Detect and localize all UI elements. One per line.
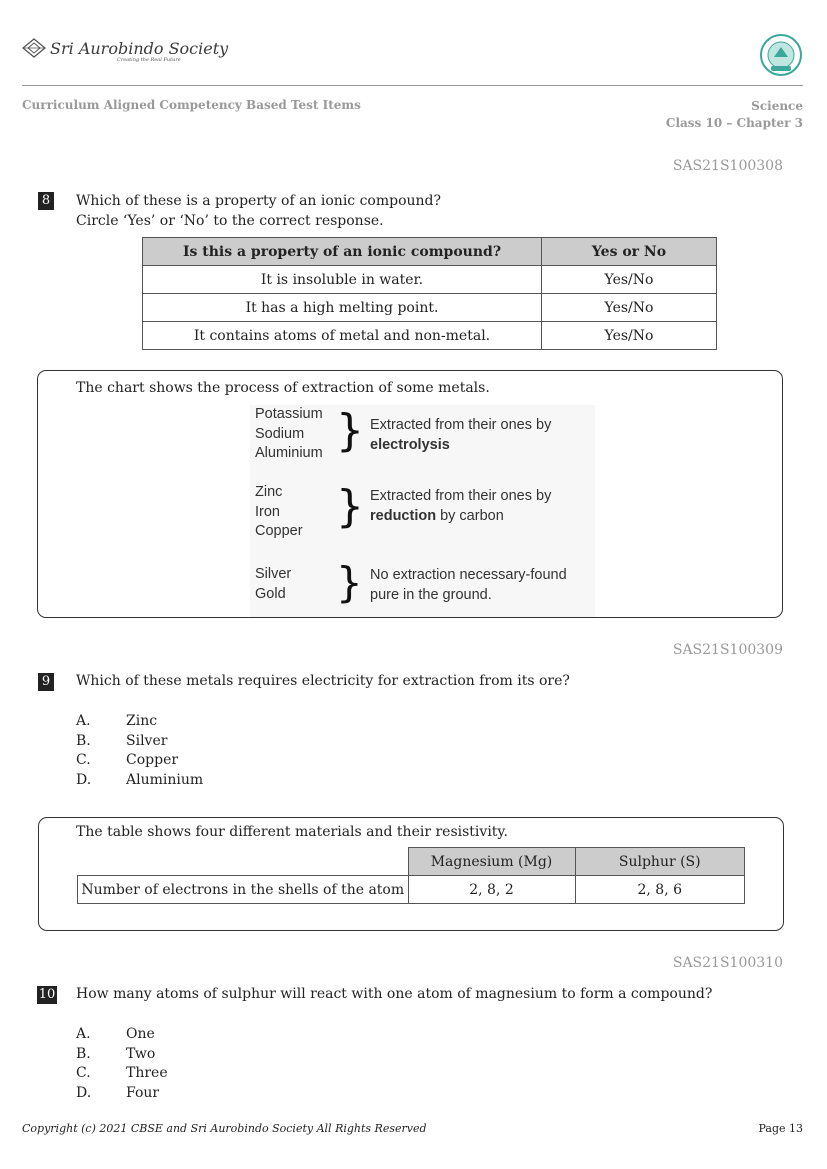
option-text: Three [126,1065,168,1082]
page-number: Page 13 [758,1122,803,1135]
table-blank-cell [78,848,409,876]
option-c[interactable] [76,1064,168,1084]
option-text: Copper [126,752,179,769]
question-number: 10 [38,987,56,1002]
option-b[interactable] [76,732,203,752]
method-bold: electrolysis [370,437,450,453]
question-id: SAS21S100308 [672,158,783,174]
option-letter: C. [76,1065,91,1082]
metal-name: Zinc [255,484,283,500]
brace-icon: } [336,558,363,607]
option-text: Two [126,1045,156,1062]
extraction-method [370,565,567,605]
option-a[interactable] [76,712,203,732]
table-row [78,876,745,904]
question-id: SAS21S100310 [672,955,783,971]
chart-caption: The chart shows the process of extraction of some metals. [76,380,490,396]
table-header-row [143,238,717,266]
table-header: Sulphur (S) [575,848,745,876]
subject: Science [751,99,803,113]
metal-group [255,405,323,464]
table-header: Is this a property of an ionic compound? [143,238,542,266]
copyright-footer: Copyright (c) 2021 CBSE and Sri Aurobindo Society All Rights Reserved [22,1122,427,1135]
option-letter: B. [76,1045,91,1062]
table-header: Magnesium (Mg) [408,848,575,876]
question-text: Which of these metals requires electricity for extraction from its ore? [76,673,570,689]
class-chapter: Class 10 – Chapter 3 [665,116,803,130]
box-caption: The table shows four different materials and their resistivity. [76,824,508,840]
extraction-method [370,486,551,526]
table-cell: 2, 8, 6 [575,876,745,904]
logo-tagline: Creating the Real Future [117,57,181,63]
option-letter: C. [76,752,91,769]
table-row [143,322,717,350]
metal-name: Potassium [255,406,323,422]
yes-no-cell[interactable]: Yes/No [542,266,717,294]
option-text: Aluminium [126,771,204,788]
option-d[interactable] [76,1084,168,1104]
option-letter: D. [76,1084,92,1101]
option-a[interactable] [76,1025,168,1045]
question-id: SAS21S100309 [672,642,783,658]
option-text: One [126,1026,155,1042]
metal-name: Silver [255,566,292,582]
electron-table [77,847,745,904]
option-letter: A. [76,713,91,729]
option-letter: B. [76,732,91,749]
metal-name: Copper [255,523,303,539]
option-text: Zinc [126,713,158,729]
method-text: No extraction necessary-found [370,567,567,583]
metal-name: Sodium [255,425,305,442]
options-list [76,712,203,790]
table-cell: It has a high melting point. [143,294,542,322]
extraction-method [370,415,551,455]
method-text: by carbon [436,508,504,524]
property-table [142,237,717,350]
option-text: Four [126,1084,160,1101]
subject-info [666,98,803,132]
cbse-seal-icon [759,33,803,77]
logo-text: Sri Aurobindo Society [50,38,229,58]
table-cell: 2, 8, 2 [408,876,575,904]
method-text: Extracted from their ones by [370,417,552,433]
method-text: Extracted from their ones by [370,488,552,504]
metal-name: Iron [255,503,280,520]
table-header: Yes or No [542,238,717,266]
option-letter: D. [76,771,92,788]
header-rule [22,85,803,86]
question-number: 8 [38,192,54,210]
options-list [76,1025,168,1103]
brace-icon: } [336,405,364,456]
metal-name: Gold [255,585,286,602]
question-text: How many atoms of sulphur will react with one atom of magnesium to form a compound? [76,986,713,1002]
question-instruction: Circle ‘Yes’ or ‘No’ to the correct response. [76,213,384,229]
question-number: 9 [38,673,54,691]
option-c[interactable] [76,751,203,771]
table-cell: It contains atoms of metal and non-metal. [143,322,542,350]
method-bold: reduction [370,508,437,524]
metal-group [255,565,291,604]
table-cell: It is insoluble in water. [143,266,542,294]
society-logo [22,38,229,63]
yes-no-cell[interactable]: Yes/No [542,294,717,322]
table-row [143,266,717,294]
metal-name: Aluminium [255,445,323,461]
option-d[interactable] [76,771,203,791]
table-row [143,294,717,322]
curriculum-title: Curriculum Aligned Competency Based Test Items [22,98,361,112]
table-row-label: Number of electrons in the shells of the atom [78,876,409,904]
logo-emblem-icon [22,38,46,58]
table-header-row [78,848,745,876]
extraction-chart [250,405,595,617]
question-line: Which of these is a property of an ionic compound? [76,193,442,209]
metal-group [255,483,303,542]
brace-icon: } [336,481,364,532]
option-text: Silver [126,732,168,749]
method-text: pure in the ground. [370,587,492,603]
question-text [76,191,441,231]
option-letter: A. [76,1026,91,1042]
yes-no-cell[interactable]: Yes/No [542,322,717,350]
option-b[interactable] [76,1045,168,1065]
